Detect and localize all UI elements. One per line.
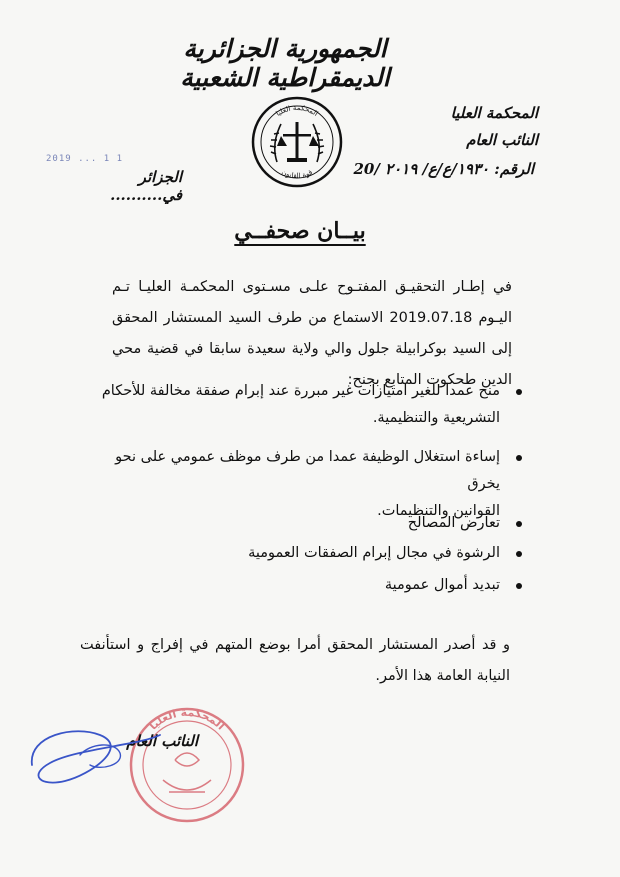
- republic-heading: الجمهورية الجزائرية الديمقراطية الشعبية: [180, 34, 390, 92]
- signer-title: النائب العام: [126, 732, 198, 750]
- bullet-icon: [516, 521, 522, 527]
- document-title: بيــان صحفــي: [234, 218, 366, 244]
- intro-paragraph: في إطـار التحقيـق المفتـوح علـى مسـتوى المحكمـة العليـا تـم اليـوم 2019.07.18 الاستماع من طرف السيد المستشار المحقق إلى السيد بوكرابيلة جلول والي ولاية سعيدة سابقا في قضية محي الدين طحكوت المتابع بجنح:: [112, 279, 512, 388]
- bullet-icon: [516, 583, 522, 589]
- court-name: المحكمة العليا: [450, 104, 538, 122]
- seal-bottom-text: قوة القانون: [280, 168, 314, 181]
- place-date: الجزائر في..........: [110, 168, 182, 204]
- handwritten-signature: [20, 705, 170, 795]
- list-item: منح عمدا للغير امتيازات غير مبررة عند إبرام صفقة مخالفة للأحكام التشريعية والتنظيمية.: [100, 378, 518, 432]
- bullet-icon: [516, 389, 522, 395]
- reference-number: الرقم: ١٩٣٠/ع/ع/ ٢٠١٩ /20: [353, 160, 534, 178]
- list-item: تعارض المصالح: [100, 510, 518, 537]
- received-date-stamp: 2019 ... 1 1: [46, 154, 124, 164]
- closing-paragraph: و قد أصدر المستشار المحقق أمرا بوضع المتهم في إفراج و استأنفت النيابة العامة هذا الأمر.: [80, 637, 510, 684]
- list-item: إساءة استغلال الوظيفة عمدا من طرف موظف عمومي على نحو يخرق القوانين والتنظيمات.: [100, 444, 518, 525]
- bullet-icon: [516, 455, 522, 461]
- seal-top-text: المحكمة العليا: [274, 103, 320, 118]
- bullet-icon: [516, 551, 522, 557]
- issuer-block: [378, 100, 538, 154]
- list-item: الرشوة في مجال إبرام الصفقات العمومية: [100, 540, 518, 567]
- stamp-text: المحكمة العليا: [146, 705, 228, 733]
- office-name: النائب العام: [466, 131, 538, 149]
- list-item: تبديد أموال عمومية: [100, 572, 518, 599]
- court-seal-emblem: [247, 92, 347, 192]
